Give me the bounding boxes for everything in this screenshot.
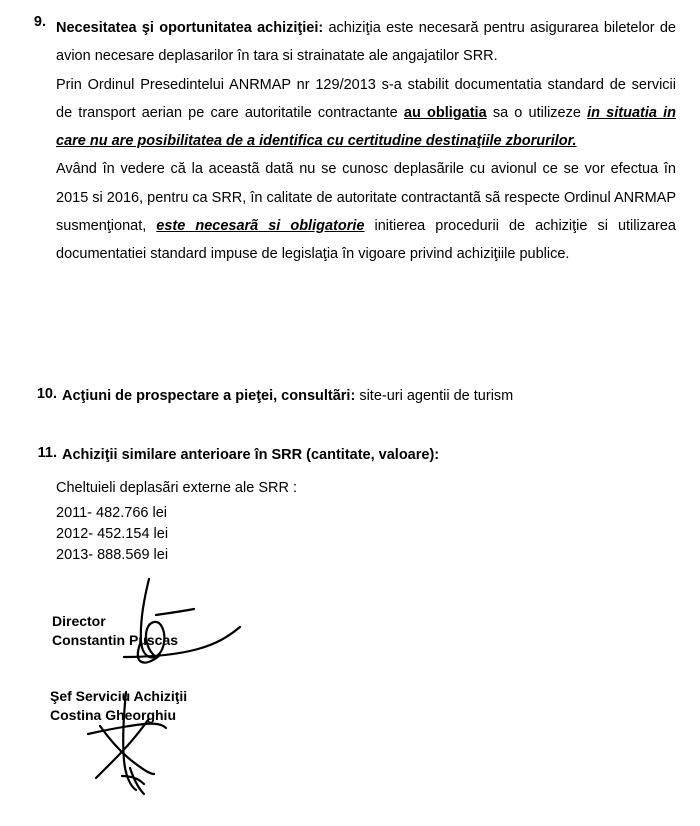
item-9-paragraph-1-text: achiziţia este necesară pentru asigurarea biletelor de avion necesare deplasarilor în tara si strainatate ale angajatilor SRR. <box>56 20 676 65</box>
list-item-9 <box>14 14 678 268</box>
expenses-line-2013: 2013- 888.569 lei <box>56 547 169 564</box>
expenses-line-2012: 2012- 452.154 lei <box>56 526 169 543</box>
item-9-paragraph-3-text-a: Având în vedere că la aceastã datã nu se cunosc deplasãrile cu avionul ce se vor efectua în 2015 si 2016, pentru ca SRR, în calitate de autoritate contractantã sã respecte Ordinul ANRMAP susmenţionat, <box>56 161 676 234</box>
item-9-paragraph-2-emph-a: au obligatia <box>403 104 487 121</box>
expenses-line-2011: 2011- 482.766 lei <box>56 505 167 522</box>
signature-block-achizitii <box>50 687 187 725</box>
item-9-number: 9. <box>33 14 46 30</box>
item-9-paragraph-2-text-b: sa o utilizeze <box>486 104 588 121</box>
signature-name-director: Constantin Puscas <box>52 631 179 648</box>
item-9-title: Necesitatea şi oportunitatea achiziţiei: <box>56 20 324 36</box>
item-9-paragraph-2-text-a: Prin Ordinul Presedintelui ANRMAP nr 129/2013 s-a stabilit documentatia standard de servicii de transport aerian pe care autoritatile contractante <box>56 76 676 121</box>
item-9-paragraph-3-text-b: initierea procedurii de achiziţie si utilizarea documentatiei standard impuse de legislaţia în vigoare privind achiziţiile publice. <box>56 217 676 263</box>
item-10-number: 10. <box>36 386 57 402</box>
item-9-paragraph-1 <box>56 14 676 71</box>
item-10-title: Acţiuni de prospectare a pieţei, consultãri: <box>62 388 356 404</box>
expenses-heading: Cheltuieli deplasãri externe ale SRR : <box>56 480 297 496</box>
item-11-title: Achiziţii similare anterioare în SRR (cantitate, valoare): <box>62 447 440 463</box>
signature-role-achizitii: Şef Serviciu Achiziţii <box>50 688 188 704</box>
list-item-11 <box>14 445 678 467</box>
item-10-value: site-uri agentii de turism <box>355 388 514 404</box>
signature-role-director: Director <box>52 613 106 629</box>
item-9-paragraph-3 <box>56 155 676 268</box>
expenses-block <box>56 478 297 566</box>
signature-name-achizitii: Costina Gheorghiu <box>50 706 176 723</box>
item-9-paragraph-3-emph: este necesarã si obligatorie <box>156 217 365 234</box>
list-item-10 <box>14 386 678 408</box>
item-9-body <box>56 14 676 268</box>
item-9-paragraph-2-emph-b: in situatia in care nu are posibilitatea de a identifica cu certitudine destinaţiile zborurilor. <box>56 104 676 150</box>
item-11-number: 11. <box>37 445 57 461</box>
item-10-body <box>62 386 678 408</box>
item-11-body <box>62 445 678 467</box>
item-9-paragraph-2 <box>56 71 676 156</box>
signature-block-director <box>52 612 178 650</box>
